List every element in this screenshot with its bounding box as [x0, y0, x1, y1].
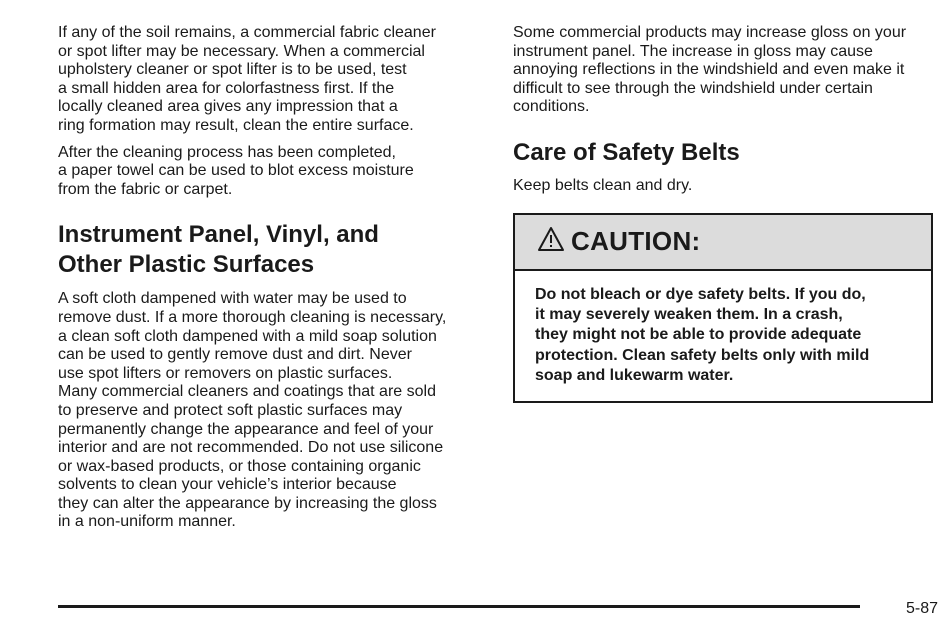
keep-belts-paragraph: Keep belts clean and dry. — [513, 176, 693, 194]
soil-paragraph — [58, 24, 488, 136]
text-line: or spot lifter may be necessary. When a commercial — [58, 42, 425, 60]
caution-line: it may severely weaken them. In a crash, — [535, 305, 843, 323]
plastic-surfaces-paragraph — [58, 290, 488, 532]
text-line: a small hidden area for colorfastness first. If the — [58, 79, 395, 97]
text-line: If any of the soil remains, a commercial fabric cleaner — [58, 24, 436, 41]
text-line: locally cleaned area gives any impression that a — [58, 98, 398, 116]
warning-triangle-icon — [537, 226, 565, 252]
text-line: upholstery cleaner or spot lifter is to be used, test — [58, 61, 407, 79]
heading-line: Instrument Panel, Vinyl, and — [58, 221, 379, 249]
caution-line: they might not be able to provide adequate — [535, 326, 862, 344]
text-line: difficult to see through the windshield under certain — [513, 79, 873, 97]
caution-header — [515, 215, 931, 271]
text-line: Some commercial products may increase gloss on your — [513, 24, 907, 41]
text-line: they can alter the appearance by increasing the gloss — [58, 494, 437, 512]
text-line: annoying reflections in the windshield and even make it — [513, 61, 905, 79]
page-number: 5-87 — [905, 600, 938, 617]
text-line: After the cleaning process has been completed, — [58, 143, 396, 161]
instrument-panel-heading — [58, 220, 488, 280]
text-line: A soft cloth dampened with water may be used to — [58, 290, 407, 308]
text-line: permanently change the appearance and feel of your — [58, 420, 434, 438]
caution-line: protection. Clean safety belts only with mild — [535, 346, 870, 364]
text-line: solvents to clean your vehicle’s interior because — [58, 476, 397, 494]
text-line: in a non-uniform manner. — [58, 513, 236, 531]
text-line: from the fabric or carpet. — [58, 180, 233, 198]
text-line: remove dust. If a more thorough cleaning is necessary, — [58, 308, 447, 326]
caution-body — [515, 271, 931, 401]
caution-line: soap and lukewarm water. — [535, 367, 734, 385]
caution-box — [513, 213, 933, 403]
text-line: conditions. — [513, 98, 590, 116]
text-line: or wax-based products, or those containing organic — [58, 457, 421, 475]
safety-belts-heading: Care of Safety Belts — [513, 138, 740, 166]
text-line: to preserve and protect soft plastic surfaces may — [58, 401, 403, 419]
footer-rule — [58, 605, 860, 608]
right-column — [513, 24, 937, 403]
left-column — [58, 24, 488, 532]
text-line: instrument panel. The increase in gloss may cause — [513, 42, 873, 60]
text-line: Many commercial cleaners and coatings that are sold — [58, 383, 436, 401]
text-line: use spot lifters or removers on plastic surfaces. — [58, 364, 393, 382]
text-line: ring formation may result, clean the entire surface. — [58, 116, 414, 134]
heading-line: Other Plastic Surfaces — [58, 251, 315, 279]
text-line: a paper towel can be used to blot excess moisture — [58, 162, 414, 180]
text-line: can be used to gently remove dust and dirt. Never — [58, 346, 412, 364]
text-line: a clean soft cloth dampened with a mild soap solution — [58, 327, 437, 345]
gloss-paragraph — [513, 24, 937, 117]
text-line: interior and are not recommended. Do not use silicone — [58, 439, 444, 457]
paper-towel-paragraph — [58, 144, 488, 200]
caution-title: CAUTION: — [571, 226, 701, 257]
caution-line: Do not bleach or dye safety belts. If you do, — [535, 285, 866, 303]
